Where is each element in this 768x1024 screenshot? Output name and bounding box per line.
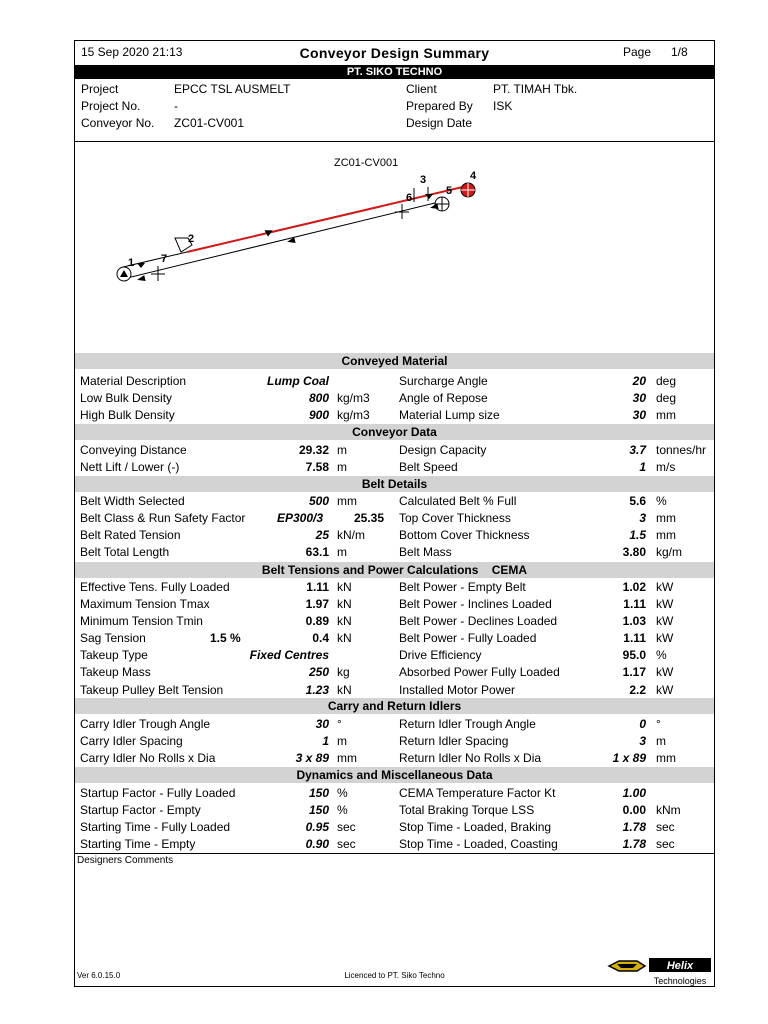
point-label: 4 bbox=[470, 170, 477, 182]
row-label: Carry Idler Spacing bbox=[80, 734, 183, 748]
row-value: 1.23 bbox=[305, 683, 329, 697]
conveyor-no-label: Conveyor No. bbox=[81, 116, 155, 130]
row-label: Effective Tens. Fully Loaded bbox=[80, 580, 230, 594]
row-value: 3.80 bbox=[622, 545, 646, 559]
row-value: 900 bbox=[308, 408, 329, 422]
row-unit: kW bbox=[656, 614, 674, 628]
row-unit: kN bbox=[337, 597, 352, 611]
row-unit: mm bbox=[656, 528, 676, 542]
project-no-label: Project No. bbox=[81, 99, 141, 113]
row-label: Surcharge Angle bbox=[399, 374, 488, 388]
section-title: Belt Tensions and Power Calculations CEMA bbox=[261, 563, 528, 577]
row-value: 1.00 bbox=[622, 786, 646, 800]
header-bar bbox=[75, 41, 714, 65]
row-label: Return Idler Trough Angle bbox=[399, 717, 536, 731]
row-label: Starting Time - Empty bbox=[80, 837, 196, 851]
row-unit: kg/m3 bbox=[337, 408, 370, 422]
conveyor-diagram bbox=[75, 141, 714, 354]
section-belt-details: Belt Details bbox=[75, 476, 714, 492]
row-label: Takeup Pulley Belt Tension bbox=[80, 683, 224, 697]
row-value: 3.7 bbox=[629, 443, 646, 457]
row-unit: mm bbox=[337, 751, 357, 765]
table-row bbox=[75, 372, 714, 389]
design-date-label: Design Date bbox=[406, 116, 473, 130]
return-belt-line bbox=[123, 201, 443, 279]
row-label: Installed Motor Power bbox=[399, 683, 516, 697]
row-label: Starting Time - Fully Loaded bbox=[80, 820, 231, 834]
row-label: Stop Time - Loaded, Braking bbox=[399, 820, 552, 834]
row-label: Belt Total Length bbox=[80, 545, 170, 559]
row-unit: % bbox=[656, 648, 667, 662]
row-label: Maximum Tension Tmax bbox=[80, 597, 210, 611]
logo-name: Helix bbox=[666, 960, 694, 972]
row-label: Belt Class & Run Safety Factor bbox=[80, 511, 246, 525]
table-row bbox=[75, 681, 714, 698]
row-value: 30 bbox=[632, 408, 646, 422]
table-row bbox=[75, 629, 714, 646]
row-unit: deg bbox=[656, 391, 677, 405]
row-value: 63.1 bbox=[305, 545, 329, 559]
conveyor-profile-svg bbox=[75, 141, 716, 353]
row-value: 20 bbox=[632, 374, 646, 388]
row-label: Belt Power - Empty Belt bbox=[399, 580, 526, 594]
table-row bbox=[75, 818, 714, 835]
row-label: High Bulk Density bbox=[80, 408, 175, 422]
row-unit: % bbox=[656, 494, 667, 508]
point-label: 6 bbox=[406, 192, 413, 204]
table-row bbox=[75, 389, 714, 406]
row-label: Low Bulk Density bbox=[80, 391, 173, 405]
row-label: Material Lump size bbox=[399, 408, 500, 422]
row-label: CEMA Temperature Factor Kt bbox=[399, 786, 556, 800]
row-value: 1 x 89 bbox=[612, 751, 646, 765]
row-unit: sec bbox=[656, 820, 675, 834]
row-value: 0.95 bbox=[305, 820, 329, 834]
row-unit: kN bbox=[337, 631, 352, 645]
row-value: 29.32 bbox=[298, 443, 329, 457]
client-label: Client bbox=[406, 82, 437, 96]
row-value: 25.35 bbox=[353, 511, 384, 525]
row-value: 1.78 bbox=[622, 837, 646, 851]
helix-logo bbox=[607, 958, 715, 988]
table-row bbox=[75, 715, 714, 732]
table-row bbox=[75, 458, 714, 475]
table-row bbox=[75, 612, 714, 629]
row-label: Nett Lift / Lower (-) bbox=[80, 460, 180, 474]
page-label: Page bbox=[623, 45, 652, 59]
table-row bbox=[75, 441, 714, 458]
row-label: Belt Power - Inclines Loaded bbox=[399, 597, 552, 611]
row-unit: deg bbox=[656, 374, 677, 388]
row-label: Takeup Mass bbox=[80, 665, 151, 679]
table-row bbox=[75, 578, 714, 595]
row-label: Drive Efficiency bbox=[399, 648, 482, 662]
project-label: Project bbox=[81, 82, 119, 96]
prepared-by-value: ISK bbox=[493, 99, 513, 113]
row-unit: sec bbox=[337, 820, 356, 834]
row-value: 3 bbox=[639, 734, 646, 748]
row-unit: kW bbox=[656, 631, 674, 645]
row-value: Lump Coal bbox=[267, 374, 329, 388]
section-dynamics: Dynamics and Miscellaneous Data bbox=[75, 767, 714, 783]
row-label: Minimum Tension Tmin bbox=[80, 614, 203, 628]
belt-class-value: EP300/3 bbox=[277, 511, 324, 525]
row-unit: kN bbox=[337, 683, 352, 697]
row-value: 0.90 bbox=[305, 837, 329, 851]
row-label: Sag Tension bbox=[80, 631, 146, 645]
row-unit: mm bbox=[656, 511, 676, 525]
row-unit: kW bbox=[656, 597, 674, 611]
designers-comments bbox=[75, 853, 714, 989]
table-row bbox=[75, 406, 714, 423]
row-unit: tonnes/hr bbox=[656, 443, 707, 457]
row-unit: kW bbox=[656, 683, 674, 697]
row-label: Absorbed Power Fully Loaded bbox=[399, 665, 560, 679]
row-label: Belt Rated Tension bbox=[80, 528, 181, 542]
licence-text: Licenced to PT. Siko Techno bbox=[344, 971, 445, 980]
row-unit: sec bbox=[337, 837, 356, 851]
point-label: 7 bbox=[161, 253, 168, 265]
row-value: 1.03 bbox=[622, 614, 646, 628]
row-unit: % bbox=[337, 803, 348, 817]
table-row bbox=[75, 732, 714, 749]
row-unit: ° bbox=[337, 717, 342, 731]
row-unit: ° bbox=[656, 717, 661, 731]
row-value: 1.02 bbox=[622, 580, 646, 594]
row-unit: mm bbox=[656, 408, 676, 422]
row-label: Total Braking Torque LSS bbox=[399, 803, 535, 817]
row-label: Return Idler No Rolls x Dia bbox=[399, 751, 542, 765]
row-unit: kN bbox=[337, 614, 352, 628]
section-conveyed-material: Conveyed Material bbox=[75, 353, 714, 369]
row-value: 150 bbox=[308, 803, 329, 817]
row-value: 25 bbox=[315, 528, 329, 542]
row-value: 1.17 bbox=[622, 665, 646, 679]
row-value: 800 bbox=[308, 391, 329, 405]
row-value: 1.11 bbox=[623, 597, 646, 611]
prepared-by-label: Prepared By bbox=[406, 99, 473, 113]
row-value: 1.11 bbox=[306, 580, 329, 594]
row-label: Belt Power - Fully Loaded bbox=[399, 631, 537, 645]
point-label: 2 bbox=[188, 233, 195, 245]
row-value: 1.78 bbox=[622, 820, 646, 834]
row-label: Carry Idler No Rolls x Dia bbox=[80, 751, 216, 765]
row-label: Belt Power - Declines Loaded bbox=[399, 614, 558, 628]
row-value: 1.11 bbox=[623, 631, 646, 645]
row-unit: m bbox=[337, 734, 347, 748]
row-unit: kN bbox=[337, 580, 352, 594]
point-label: 1 bbox=[128, 257, 135, 269]
company-banner: PT. SIKO TECHNO bbox=[75, 65, 714, 79]
row-label: Belt Speed bbox=[399, 460, 458, 474]
row-unit: kN/m bbox=[337, 528, 365, 542]
table-row bbox=[75, 646, 714, 663]
point-label: 3 bbox=[420, 174, 427, 186]
row-value: 500 bbox=[308, 494, 329, 508]
table-row bbox=[75, 526, 714, 543]
row-unit: kg/m3 bbox=[337, 391, 370, 405]
table-row bbox=[75, 784, 714, 801]
section-idlers: Carry and Return Idlers bbox=[75, 698, 714, 714]
row-value: Fixed Centres bbox=[249, 648, 329, 662]
table-row bbox=[75, 595, 714, 612]
project-no-value: - bbox=[174, 99, 178, 113]
row-label: Startup Factor - Fully Loaded bbox=[80, 786, 236, 800]
row-unit: kg bbox=[337, 665, 350, 679]
carry-belt-line-loaded bbox=[187, 186, 467, 252]
row-unit: % bbox=[337, 786, 348, 800]
row-unit: mm bbox=[337, 494, 357, 508]
row-unit: m bbox=[337, 443, 347, 457]
row-unit: kNm bbox=[656, 803, 681, 817]
row-label: Top Cover Thickness bbox=[399, 511, 511, 525]
report-title: Conveyor Design Summary bbox=[299, 45, 490, 61]
row-value: 30 bbox=[315, 717, 329, 731]
point-label: 5 bbox=[446, 185, 453, 197]
row-value: 0.89 bbox=[305, 614, 329, 628]
row-unit: mm bbox=[656, 751, 676, 765]
row-value: 150 bbox=[308, 786, 329, 800]
row-unit: m/s bbox=[656, 460, 676, 474]
row-value: 1.5 bbox=[629, 528, 646, 542]
row-value: 1 bbox=[639, 460, 646, 474]
sag-percent-value: 1.5 % bbox=[210, 631, 241, 645]
row-label: Conveying Distance bbox=[80, 443, 187, 457]
row-unit: kW bbox=[656, 580, 674, 594]
row-unit: m bbox=[337, 545, 347, 559]
logo-sub: Technologies bbox=[653, 976, 707, 986]
row-label: Design Capacity bbox=[399, 443, 487, 457]
row-value: 5.6 bbox=[629, 494, 646, 508]
row-value: 250 bbox=[308, 665, 329, 679]
row-value: 1.97 bbox=[305, 597, 329, 611]
row-value: 0 bbox=[639, 717, 646, 731]
row-value: 1 bbox=[322, 734, 329, 748]
row-label: Return Idler Spacing bbox=[399, 734, 509, 748]
row-value: 95.0 bbox=[622, 648, 646, 662]
row-unit: sec bbox=[656, 837, 675, 851]
row-value: 3 bbox=[639, 511, 646, 525]
row-label: Takeup Type bbox=[80, 648, 148, 662]
row-label: Belt Width Selected bbox=[80, 494, 185, 508]
project-info bbox=[75, 79, 714, 142]
row-label: Bottom Cover Thickness bbox=[399, 528, 530, 542]
row-unit: m bbox=[656, 734, 666, 748]
row-value: 0.00 bbox=[622, 803, 646, 817]
comments-label: Designers Comments bbox=[77, 855, 174, 866]
row-label: Stop Time - Loaded, Coasting bbox=[399, 837, 558, 851]
row-label: Belt Mass bbox=[399, 545, 452, 559]
row-value: 30 bbox=[632, 391, 646, 405]
row-unit: kg/m bbox=[656, 545, 683, 559]
row-value: 7.58 bbox=[305, 460, 329, 474]
section-conveyor-data: Conveyor Data bbox=[75, 424, 714, 440]
table-row bbox=[75, 509, 714, 526]
report-datetime: 15 Sep 2020 21:13 bbox=[81, 45, 183, 59]
version-text: Ver 6.0.15.0 bbox=[77, 971, 121, 980]
row-value: 2.2 bbox=[629, 683, 646, 697]
table-row bbox=[75, 749, 714, 766]
project-value: EPCC TSL AUSMELT bbox=[174, 82, 291, 96]
row-label: Material Description bbox=[80, 374, 187, 388]
row-label: Carry Idler Trough Angle bbox=[80, 717, 211, 731]
row-label: Angle of Repose bbox=[399, 391, 488, 405]
table-row bbox=[75, 663, 714, 680]
document-frame bbox=[74, 40, 715, 987]
row-value: 3 x 89 bbox=[295, 751, 329, 765]
client-value: PT. TIMAH Tbk. bbox=[493, 82, 578, 96]
row-unit: kW bbox=[656, 665, 674, 679]
diagram-title: ZC01-CV001 bbox=[334, 157, 399, 169]
table-row bbox=[75, 543, 714, 560]
table-row bbox=[75, 801, 714, 818]
table-row bbox=[75, 492, 714, 509]
row-unit: m bbox=[337, 460, 347, 474]
table-row bbox=[75, 835, 714, 852]
row-label: Startup Factor - Empty bbox=[80, 803, 201, 817]
row-value: 0.4 bbox=[312, 631, 329, 645]
row-label: Calculated Belt % Full bbox=[399, 494, 517, 508]
section-tensions-power bbox=[75, 562, 714, 578]
conveyor-no-value: ZC01-CV001 bbox=[174, 116, 245, 130]
page-number: 1/8 bbox=[671, 45, 688, 59]
